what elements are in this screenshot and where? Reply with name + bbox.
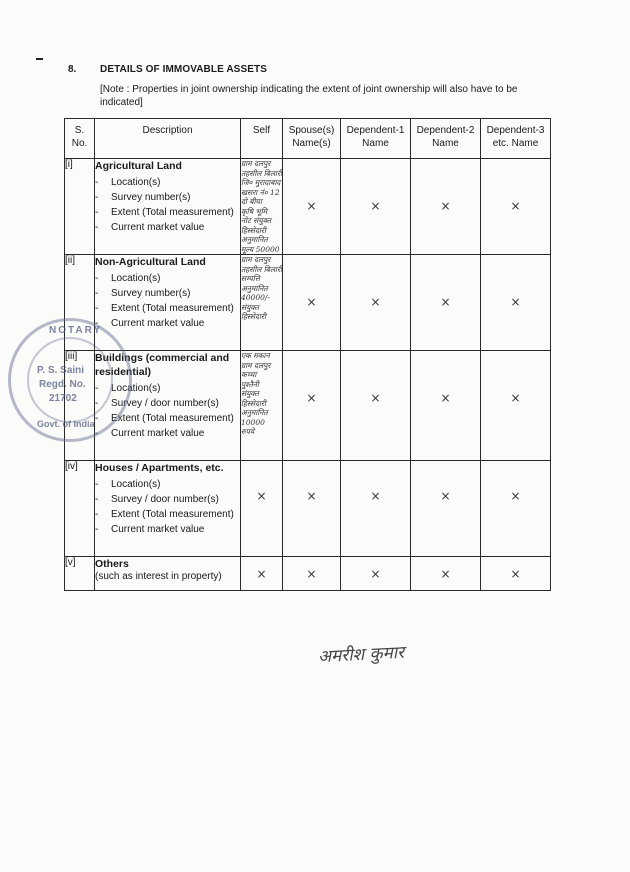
cross-mark: ×	[510, 295, 521, 309]
self-handwritten-cell	[241, 255, 283, 351]
dependent1-cell	[341, 159, 411, 255]
handwritten-line: तहसील बिलारी	[241, 264, 282, 274]
sub-item: - Extent (Total measurement)	[95, 507, 240, 522]
row-description	[95, 255, 241, 351]
handwritten-line: जि० मुरादाबाद	[241, 178, 281, 187]
handwritten-line: एक मकान	[241, 351, 270, 360]
handwritten-line: 10000	[241, 417, 265, 427]
header-self	[241, 119, 283, 159]
handwritten-line: संयुक्त	[241, 302, 259, 312]
sub-item: - Location(s)	[95, 175, 240, 190]
dependent1-cell	[341, 461, 411, 557]
cross-mark: ×	[306, 567, 317, 581]
dependent1-cell	[341, 255, 411, 351]
spouse-cell	[283, 159, 341, 255]
handwritten-line: ग्राम दलपुर	[241, 255, 271, 264]
stamp-text: Govt. of India	[37, 419, 95, 429]
sub-item: - Survey / door number(s)	[95, 492, 240, 507]
header-spouse-label: Spouse(s) Name(s)	[288, 125, 335, 149]
handwritten-line: अनुमानित	[241, 408, 268, 417]
row-subtitle: (such as interest in property)	[95, 571, 222, 582]
header-sno-label: S. No.	[71, 125, 88, 149]
row-description	[95, 557, 241, 591]
row-sno: [ii]	[65, 255, 95, 351]
header-description	[95, 119, 241, 159]
dependent3-cell	[481, 159, 551, 255]
cross-mark: ×	[510, 199, 521, 213]
stamp-text: 21702	[49, 393, 77, 404]
sub-item: - Extent (Total measurement)	[95, 411, 240, 426]
signature: अमरीश कुमार	[317, 642, 405, 668]
sub-item: - Survey number(s)	[95, 190, 240, 205]
section-title: DETAILS OF IMMOVABLE ASSETS	[100, 64, 267, 75]
handwritten-line: कृषि भूमि	[241, 206, 268, 216]
header-dependent2	[411, 119, 481, 159]
sub-item: - Current market value	[95, 316, 240, 331]
handwritten-line: हिस्सेदारी	[241, 225, 266, 235]
row-title: Agricultural Land	[95, 160, 182, 172]
row-sno: [iv]	[65, 461, 95, 557]
handwritten-line: नोट संयुक्त	[241, 216, 271, 225]
row-sno: [i]	[65, 159, 95, 255]
cross-mark: ×	[440, 489, 451, 503]
header-dependent3-label: Dependent-3 etc. Name	[486, 125, 545, 149]
cross-mark: ×	[306, 489, 317, 503]
spouse-cell	[283, 351, 341, 461]
immovable-assets-table	[64, 118, 551, 591]
section-number: 8.	[68, 64, 77, 75]
cross-mark: ×	[256, 567, 267, 581]
cross-mark: ×	[370, 199, 381, 213]
row-title: Houses / Apartments, etc.	[95, 462, 224, 474]
self-handwritten-cell	[241, 351, 283, 461]
handwritten-line: अनुमानित	[241, 283, 268, 293]
table-row	[65, 159, 551, 255]
cross-mark: ×	[510, 567, 521, 581]
cross-mark: ×	[306, 295, 317, 309]
cross-mark: ×	[440, 391, 451, 405]
cross-mark: ×	[370, 489, 381, 503]
header-row	[65, 119, 551, 159]
handwritten-line: 40000/-	[241, 293, 270, 302]
header-dependent1	[341, 119, 411, 159]
cross-mark: ×	[370, 391, 381, 405]
row-title: Buildings (commercial and residential)	[95, 352, 230, 378]
handwritten-line: रुपये	[241, 427, 255, 436]
cross-mark: ×	[440, 295, 451, 309]
row-description	[95, 461, 241, 557]
cross-mark: ×	[440, 567, 451, 581]
sub-item-list	[95, 477, 240, 537]
dependent2-cell	[411, 351, 481, 461]
handwritten-line: दो बीघा	[241, 197, 262, 206]
table-row	[65, 351, 551, 461]
cross-mark: ×	[306, 391, 317, 405]
handwritten-line: संयुक्त	[241, 389, 259, 398]
dependent2-cell	[411, 159, 481, 255]
dependent2-cell	[411, 461, 481, 557]
handwritten-line: सम्पत्ति	[241, 274, 260, 283]
header-self-label: Self	[252, 125, 271, 136]
sub-item: - Survey number(s)	[95, 286, 240, 301]
handwritten-line: हिस्सेदारी	[241, 398, 266, 408]
sub-item: - Current market value	[95, 522, 240, 537]
dependent3-cell	[481, 461, 551, 557]
handwritten-line: कच्चा	[241, 370, 257, 379]
dependent2-cell	[411, 557, 481, 591]
dependent1-cell	[341, 557, 411, 591]
spouse-cell	[283, 255, 341, 351]
row-sno: [iii]	[65, 351, 95, 461]
row-sno: [v]	[65, 557, 95, 591]
table-row	[65, 557, 551, 591]
handwritten-line: ग्राम दलपुर	[241, 159, 271, 168]
cross-mark: ×	[306, 199, 317, 213]
header-dependent3	[481, 119, 551, 159]
spouse-cell	[283, 461, 341, 557]
row-title: Non-Agricultural Land	[95, 256, 206, 268]
handwritten-line: खसरा नं० 12	[241, 187, 280, 197]
header-sno	[65, 119, 95, 159]
stamp-text: P. S. Saini	[37, 365, 85, 376]
spouse-cell	[283, 557, 341, 591]
dependent3-cell	[481, 255, 551, 351]
row-description	[95, 159, 241, 255]
handwritten-line: पुश्तैनी	[241, 379, 259, 389]
self-cell	[241, 557, 283, 591]
handwritten-line: ग्राम दलपुर	[241, 360, 271, 370]
sub-item-list	[95, 271, 240, 331]
sub-item: - Location(s)	[95, 381, 240, 396]
handwritten-line: अनुमानित	[241, 235, 268, 244]
handwritten-line: तहसील बिलारी	[241, 168, 282, 178]
dependent3-cell	[481, 351, 551, 461]
cross-mark: ×	[256, 489, 267, 503]
cross-mark: ×	[510, 489, 521, 503]
sub-item: - Extent (Total measurement)	[95, 205, 240, 220]
sub-item: - Extent (Total measurement)	[95, 301, 240, 316]
handwritten-line: हिस्सेदारी	[241, 312, 266, 321]
table-row	[65, 461, 551, 557]
stamp-text: NOTARY	[49, 325, 103, 336]
cross-mark: ×	[440, 199, 451, 213]
header-dependent2-label: Dependent-2 Name	[416, 125, 475, 149]
margin-mark	[36, 58, 43, 60]
cross-mark: ×	[370, 567, 381, 581]
handwritten-line: मूल्य 50000	[241, 244, 280, 254]
header-description-label: Description	[142, 125, 193, 136]
header-dependent1-label: Dependent-1 Name	[346, 125, 405, 149]
sub-item: - Current market value	[95, 220, 240, 235]
notary-stamp	[8, 318, 132, 442]
sub-item: - Survey / door number(s)	[95, 396, 240, 411]
cross-mark: ×	[510, 391, 521, 405]
table-row	[65, 255, 551, 351]
row-title: Others	[95, 558, 129, 570]
sub-item: - Current market value	[95, 426, 240, 441]
stamp-text: Regd. No.	[39, 379, 86, 390]
cross-mark: ×	[370, 295, 381, 309]
sub-item-list	[95, 175, 240, 235]
sub-item: - Location(s)	[95, 271, 240, 286]
dependent2-cell	[411, 255, 481, 351]
section-note: [Note : Properties in joint ownership indicating the extent of joint ownership will also have to be indicated]	[100, 84, 518, 108]
sub-item: - Location(s)	[95, 477, 240, 492]
dependent1-cell	[341, 351, 411, 461]
self-cell	[241, 461, 283, 557]
dependent3-cell	[481, 557, 551, 591]
header-spouse	[283, 119, 341, 159]
self-handwritten-cell	[241, 159, 283, 255]
